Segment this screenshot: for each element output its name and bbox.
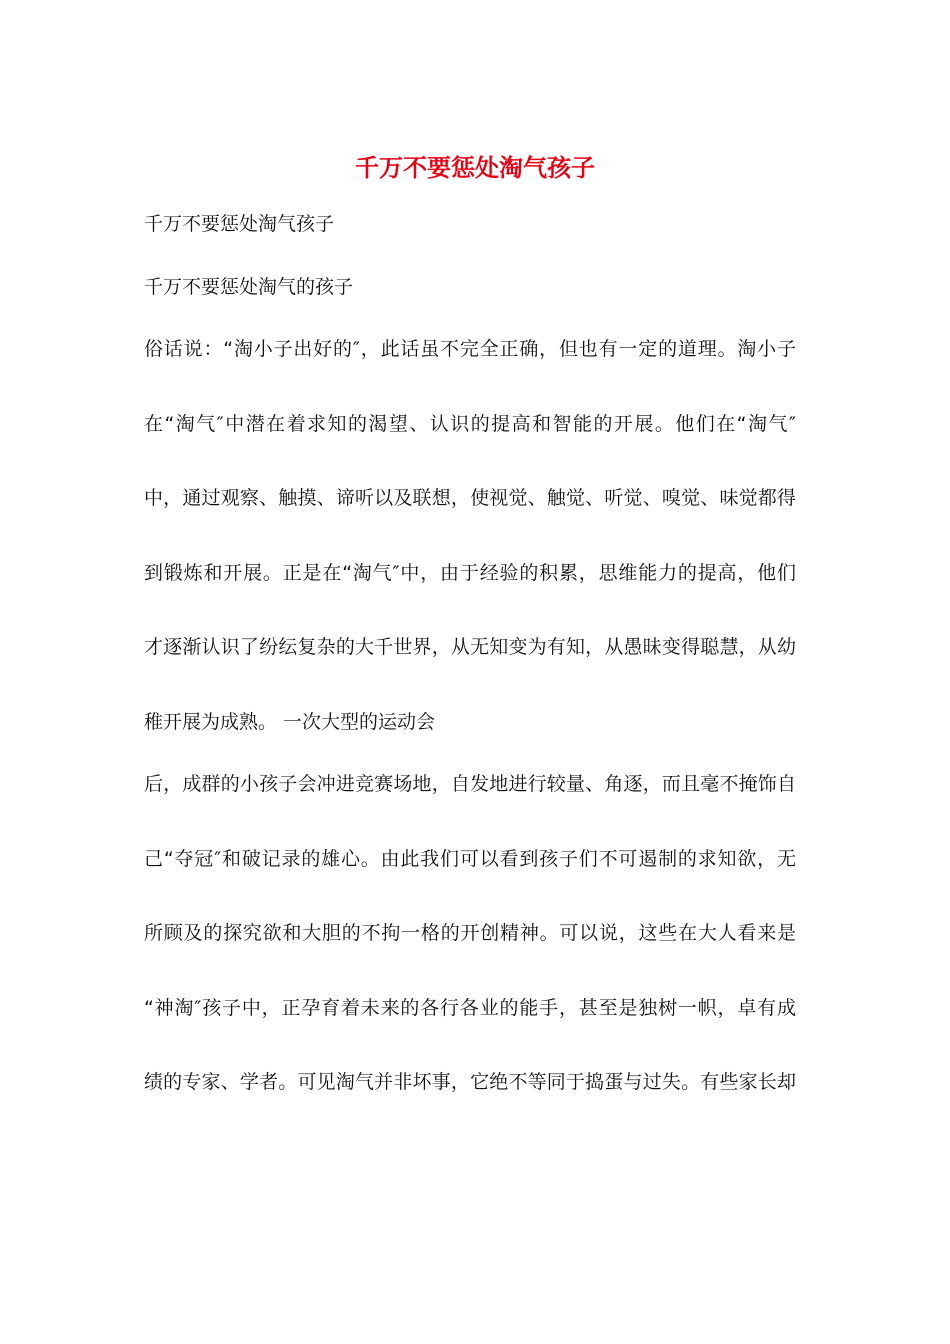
paragraph-line-7: 后，成群的小孩子会冲进竞赛场地，自发地进行较量、角逐，而且毫不掩饰自 bbox=[144, 773, 796, 795]
paragraph-line-11: 绩的专家、学者。可见淘气并非坏事，它绝不等同于捣蛋与过失。有些家长却 bbox=[144, 1071, 796, 1093]
subtitle-line-2: 千万不要惩处淘气的孩子 bbox=[144, 276, 354, 298]
paragraph-line-2: 在“淘气″中潜在着求知的渴望、认识的提高和智能的开展。他们在“淘气″ bbox=[144, 413, 796, 435]
paragraph-line-9: 所顾及的探究欲和大胆的不拘一格的开创精神。可以说，这些在大人看来是 bbox=[144, 922, 796, 944]
paragraph-line-8: 己“夺冠″和破记录的雄心。由此我们可以看到孩子们不可遏制的求知欲，无 bbox=[144, 848, 796, 870]
document-title: 千万不要惩处淘气孩子 bbox=[355, 153, 595, 182]
paragraph-line-4: 到锻炼和开展。正是在“淘气″中，由于经验的积累，思维能力的提高，他们 bbox=[144, 562, 796, 584]
paragraph-line-5: 才逐渐认识了纷纭复杂的大千世界，从无知变为有知，从愚昧变得聪慧，从幼 bbox=[144, 636, 796, 658]
paragraph-line-3: 中，通过观察、触摸、谛听以及联想，使视觉、触觉、听觉、嗅觉、味觉都得 bbox=[144, 487, 796, 509]
paragraph-line-6: 稚开展为成熟。 一次大型的运动会 bbox=[144, 711, 436, 733]
paragraph-line-10: “神淘″孩子中，正孕育着未来的各行各业的能手，甚至是独树一帜，卓有成 bbox=[144, 997, 796, 1019]
subtitle-line-1: 千万不要惩处淘气孩子 bbox=[144, 213, 335, 235]
paragraph-line-1: 俗话说：“淘小子出好的″，此话虽不完全正确，但也有一定的道理。淘小子 bbox=[144, 338, 796, 360]
